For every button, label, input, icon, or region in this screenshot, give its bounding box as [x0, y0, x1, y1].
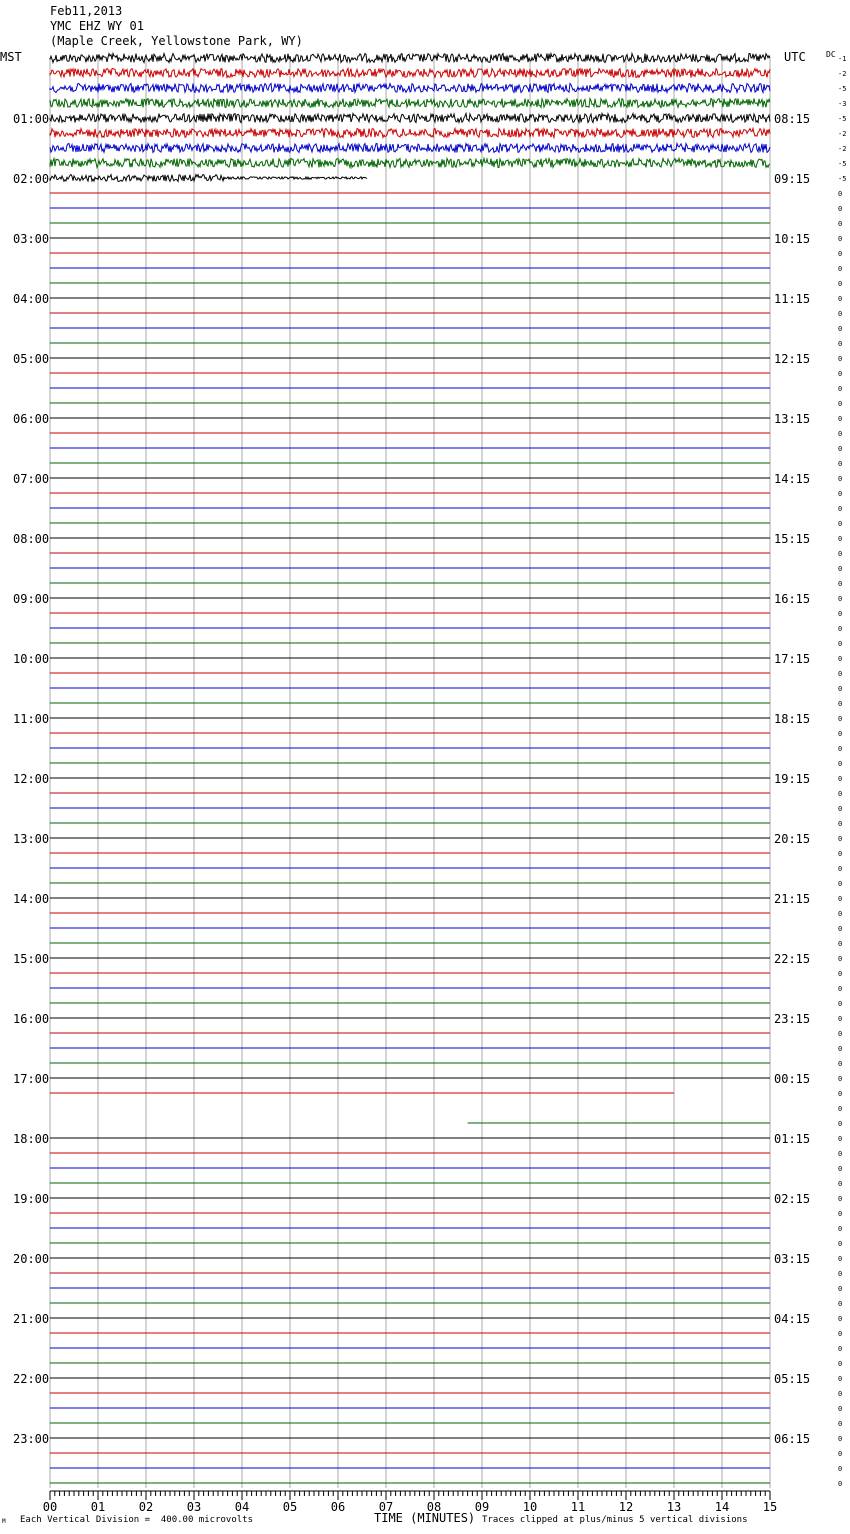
- right-hour-label: 18:15: [774, 712, 811, 726]
- x-tick-label: 09: [474, 1500, 490, 1514]
- dc-offset-label: 0: [838, 340, 843, 348]
- dc-offset-label: 0: [838, 1375, 843, 1383]
- dc-offset-label: 0: [838, 550, 843, 558]
- dc-offset-label: -5: [838, 175, 847, 183]
- left-hour-label: 05:00: [13, 352, 50, 366]
- dc-offset-label: 0: [838, 1345, 843, 1353]
- left-hour-label: 11:00: [13, 712, 50, 726]
- x-tick-label: 06: [330, 1500, 346, 1514]
- dc-offset-label: 0: [838, 1225, 843, 1233]
- dc-offset-label: 0: [838, 355, 843, 363]
- dc-offset-label: 0: [838, 1255, 843, 1263]
- left-hour-label: 14:00: [13, 892, 50, 906]
- left-hour-label: 17:00: [13, 1072, 50, 1086]
- dc-offset-label: 0: [838, 985, 843, 993]
- right-hour-label: 20:15: [774, 832, 811, 846]
- dc-offset-label: 0: [838, 205, 843, 213]
- dc-label: DC: [826, 50, 836, 59]
- right-hour-label: 00:15: [774, 1072, 811, 1086]
- dc-offset-label: 0: [838, 385, 843, 393]
- left-hour-label: 15:00: [13, 952, 50, 966]
- x-tick-label: 11: [570, 1500, 586, 1514]
- trace-row: [50, 69, 770, 78]
- right-timezone-label: UTC: [784, 50, 806, 64]
- dc-offset-label: 0: [838, 1030, 843, 1038]
- dc-offset-label: 0: [838, 760, 843, 768]
- right-hour-label: 23:15: [774, 1012, 811, 1026]
- dc-offset-label: 0: [838, 1420, 843, 1428]
- trace-row: [50, 159, 770, 168]
- right-hour-label: 02:15: [774, 1192, 811, 1206]
- dc-offset-label: 0: [838, 1015, 843, 1023]
- dc-offset-label: 0: [838, 265, 843, 273]
- dc-offset-label: 0: [838, 1000, 843, 1008]
- dc-offset-label: 0: [838, 475, 843, 483]
- trace-row: [50, 175, 224, 182]
- x-tick-label: 14: [714, 1500, 730, 1514]
- dc-offset-label: 0: [838, 820, 843, 828]
- dc-offset-label: 0: [838, 250, 843, 258]
- left-hour-label: 12:00: [13, 772, 50, 786]
- dc-offset-label: 0: [838, 460, 843, 468]
- right-hour-label: 03:15: [774, 1252, 811, 1266]
- dc-offset-label: 0: [838, 580, 843, 588]
- dc-offset-label: 0: [838, 565, 843, 573]
- dc-offset-label: -2: [838, 145, 847, 153]
- left-hour-label: 19:00: [13, 1192, 50, 1206]
- trace-row-tail: [224, 177, 367, 179]
- dc-offset-label: 0: [838, 685, 843, 693]
- chart-station: YMC EHZ WY 01: [50, 19, 144, 33]
- dc-offset-label: 0: [838, 850, 843, 858]
- left-hour-label: 02:00: [13, 172, 50, 186]
- dc-offset-label: 0: [838, 835, 843, 843]
- dc-offset-label: 0: [838, 1450, 843, 1458]
- dc-offset-label: 0: [838, 865, 843, 873]
- dc-offset-label: 0: [838, 1465, 843, 1473]
- left-hour-label: 13:00: [13, 832, 50, 846]
- dc-offset-label: 0: [838, 1075, 843, 1083]
- dc-offset-label: 0: [838, 805, 843, 813]
- right-hour-label: 06:15: [774, 1432, 811, 1446]
- dc-offset-label: 0: [838, 1480, 843, 1488]
- trace-row: [50, 54, 770, 63]
- dc-offset-label: 0: [838, 1090, 843, 1098]
- dc-offset-label: 0: [838, 940, 843, 948]
- clip-note: Traces clipped at plus/minus 5 vertical divisions: [482, 1515, 748, 1525]
- dc-offset-label: -1: [838, 55, 847, 63]
- dc-offset-label: 0: [838, 790, 843, 798]
- left-hour-label: 21:00: [13, 1312, 50, 1326]
- right-hour-label: 04:15: [774, 1312, 811, 1326]
- left-hour-label: 08:00: [13, 532, 50, 546]
- x-tick-label: 02: [138, 1500, 154, 1514]
- dc-offset-label: 0: [838, 655, 843, 663]
- dc-offset-label: 0: [838, 1360, 843, 1368]
- right-hour-label: 17:15: [774, 652, 811, 666]
- dc-offset-label: 0: [838, 670, 843, 678]
- dc-offset-label: 0: [838, 1045, 843, 1053]
- left-hour-label: 03:00: [13, 232, 50, 246]
- dc-offset-label: 0: [838, 310, 843, 318]
- right-hour-label: 09:15: [774, 172, 811, 186]
- dc-offset-label: -5: [838, 160, 847, 168]
- dc-offset-label: 0: [838, 1435, 843, 1443]
- dc-offset-label: 0: [838, 595, 843, 603]
- right-hour-label: 12:15: [774, 352, 811, 366]
- trace-row: [50, 99, 770, 108]
- dc-offset-label: 0: [838, 970, 843, 978]
- dc-offset-label: 0: [838, 445, 843, 453]
- dc-offset-label: 0: [838, 430, 843, 438]
- dc-offset-label: 0: [838, 520, 843, 528]
- right-hour-label: 15:15: [774, 532, 811, 546]
- x-tick-label: 13: [666, 1500, 682, 1514]
- corner-mark: M: [2, 1518, 6, 1525]
- right-hour-label: 08:15: [774, 112, 811, 126]
- dc-offset-label: 0: [838, 1285, 843, 1293]
- x-tick-label: 01: [90, 1500, 106, 1514]
- dc-offset-label: 0: [838, 730, 843, 738]
- left-hour-label: 20:00: [13, 1252, 50, 1266]
- x-tick-label: 04: [234, 1500, 250, 1514]
- x-tick-label: 12: [618, 1500, 634, 1514]
- dc-offset-label: 0: [838, 490, 843, 498]
- left-hour-label: 16:00: [13, 1012, 50, 1026]
- dc-offset-label: 0: [838, 895, 843, 903]
- dc-offset-label: -5: [838, 85, 847, 93]
- dc-offset-label: 0: [838, 1330, 843, 1338]
- dc-offset-label: 0: [838, 325, 843, 333]
- dc-offset-label: 0: [838, 400, 843, 408]
- dc-offset-label: 0: [838, 190, 843, 198]
- dc-offset-label: 0: [838, 1150, 843, 1158]
- dc-offset-label: -3: [838, 100, 847, 108]
- dc-offset-label: -2: [838, 70, 847, 78]
- dc-offset-label: 0: [838, 235, 843, 243]
- dc-offset-label: 0: [838, 715, 843, 723]
- dc-offset-label: 0: [838, 505, 843, 513]
- dc-offset-label: 0: [838, 1390, 843, 1398]
- left-hour-label: 22:00: [13, 1372, 50, 1386]
- dc-offset-label: 0: [838, 1270, 843, 1278]
- trace-row: [50, 129, 770, 138]
- dc-offset-label: -2: [838, 130, 847, 138]
- trace-row: [50, 114, 770, 123]
- dc-offset-label: 0: [838, 1405, 843, 1413]
- right-hour-label: 14:15: [774, 472, 811, 486]
- left-hour-label: 07:00: [13, 472, 50, 486]
- dc-offset-label: -5: [838, 115, 847, 123]
- dc-offset-label: 0: [838, 1135, 843, 1143]
- dc-offset-label: 0: [838, 1210, 843, 1218]
- dc-offset-label: 0: [838, 625, 843, 633]
- dc-offset-label: 0: [838, 640, 843, 648]
- right-hour-label: 10:15: [774, 232, 811, 246]
- chart-date: Feb11,2013: [50, 4, 123, 18]
- left-hour-label: 09:00: [13, 592, 50, 606]
- left-hour-label: 23:00: [13, 1432, 50, 1446]
- x-tick-label: 00: [42, 1500, 58, 1514]
- x-axis-title: TIME (MINUTES): [374, 1511, 476, 1525]
- left-hour-label: 10:00: [13, 652, 50, 666]
- trace-row: [50, 84, 770, 93]
- scale-note: Each Vertical Division = 400.00 microvolts: [20, 1515, 253, 1525]
- right-hour-label: 22:15: [774, 952, 811, 966]
- x-tick-label: 03: [186, 1500, 202, 1514]
- x-tick-label: 08: [426, 1500, 442, 1514]
- dc-offset-label: 0: [838, 1195, 843, 1203]
- dc-offset-label: 0: [838, 415, 843, 423]
- dc-offset-label: 0: [838, 1315, 843, 1323]
- dc-offset-label: 0: [838, 745, 843, 753]
- left-timezone-label: MST: [0, 50, 22, 64]
- dc-offset-label: 0: [838, 1120, 843, 1128]
- dc-offset-label: 0: [838, 610, 843, 618]
- dc-offset-label: 0: [838, 535, 843, 543]
- x-tick-label: 10: [522, 1500, 538, 1514]
- x-tick-label: 05: [282, 1500, 298, 1514]
- dc-offset-label: 0: [838, 1165, 843, 1173]
- dc-offset-label: 0: [838, 700, 843, 708]
- left-hour-label: 18:00: [13, 1132, 50, 1146]
- right-hour-label: 01:15: [774, 1132, 811, 1146]
- dc-offset-label: 0: [838, 1240, 843, 1248]
- trace-row: [50, 144, 770, 153]
- right-hour-label: 11:15: [774, 292, 811, 306]
- x-tick-label: 07: [378, 1500, 394, 1514]
- dc-offset-label: 0: [838, 880, 843, 888]
- dc-offset-label: 0: [838, 775, 843, 783]
- left-hour-label: 04:00: [13, 292, 50, 306]
- dc-offset-label: 0: [838, 1180, 843, 1188]
- dc-offset-label: 0: [838, 925, 843, 933]
- dc-offset-label: 0: [838, 220, 843, 228]
- right-hour-label: 05:15: [774, 1372, 811, 1386]
- right-hour-label: 19:15: [774, 772, 811, 786]
- right-hour-label: 21:15: [774, 892, 811, 906]
- right-hour-label: 16:15: [774, 592, 811, 606]
- dc-offset-label: 0: [838, 370, 843, 378]
- left-hour-label: 01:00: [13, 112, 50, 126]
- dc-offset-label: 0: [838, 1105, 843, 1113]
- x-tick-label: 15: [762, 1500, 778, 1514]
- dc-offset-label: 0: [838, 295, 843, 303]
- right-hour-label: 13:15: [774, 412, 811, 426]
- dc-offset-label: 0: [838, 280, 843, 288]
- chart-location: (Maple Creek, Yellowstone Park, WY): [50, 34, 303, 48]
- dc-offset-label: 0: [838, 910, 843, 918]
- dc-offset-label: 0: [838, 1300, 843, 1308]
- dc-offset-label: 0: [838, 1060, 843, 1068]
- left-hour-label: 06:00: [13, 412, 50, 426]
- dc-offset-label: 0: [838, 955, 843, 963]
